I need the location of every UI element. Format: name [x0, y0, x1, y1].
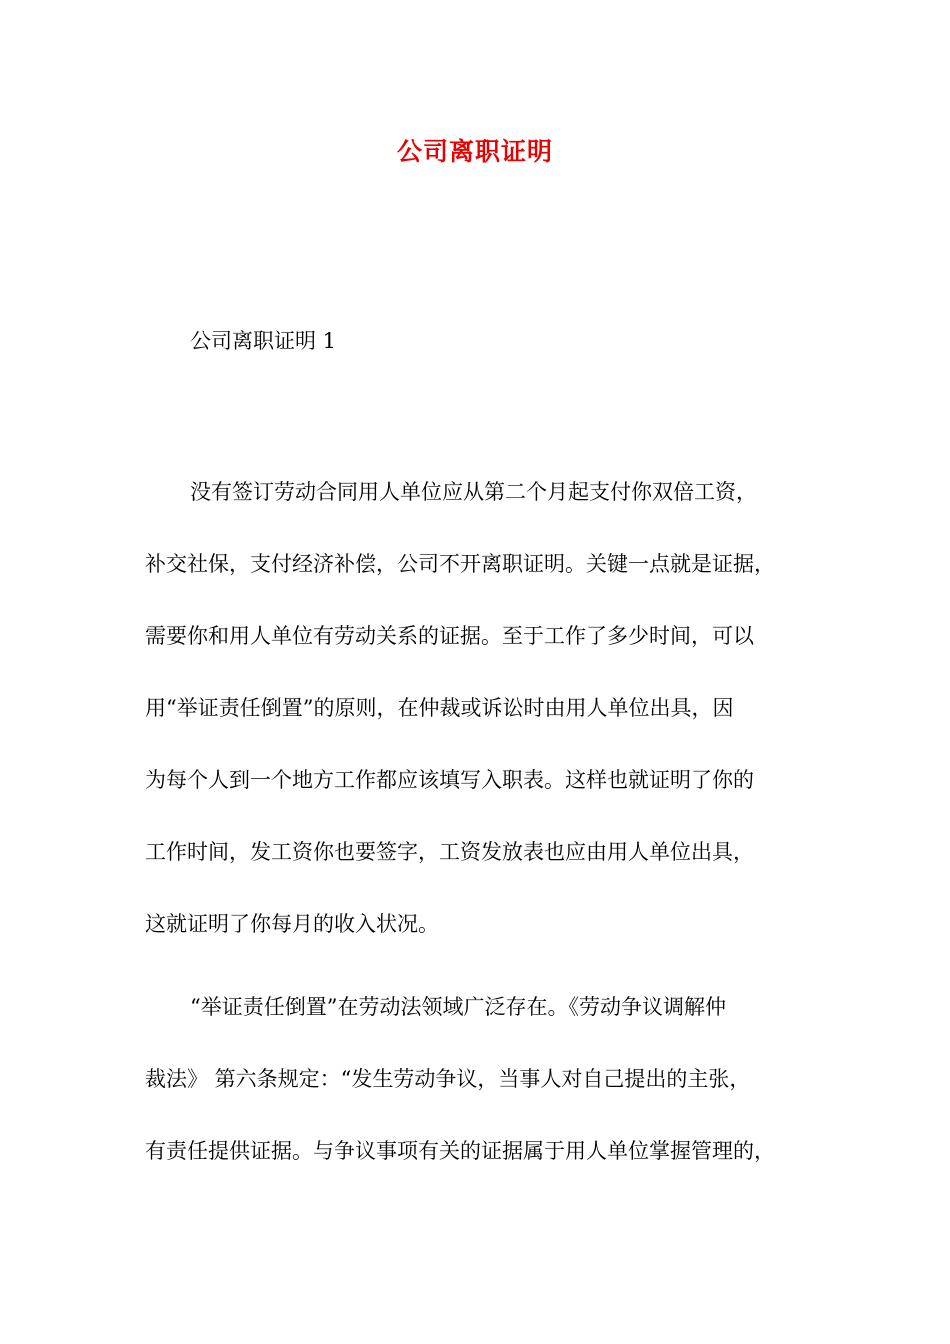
paragraph-line: 工作时间，发工资你也要签字，工资发放表也应由用人单位出具， — [145, 840, 754, 864]
paragraph-line: 裁法》 第六条规定：“发生劳动争议，当事人对自己提出的主张， — [145, 1067, 751, 1091]
paragraph-line: 这就证明了你每月的收入状况。 — [145, 912, 439, 936]
paragraph-line: 需要你和用人单位有劳动关系的证据。至于工作了多少时间，可以 — [145, 624, 754, 648]
paragraph-line: 为每个人到一个地方工作都应该填写入职表。这样也就证明了你的 — [145, 768, 754, 792]
paragraph-line: 没有签订劳动合同用人单位应从第二个月起支付你双倍工资， — [190, 480, 757, 504]
paragraph-line: “举证责任倒置”在劳动法领域广泛存在。《劳动争议调解仲 — [190, 995, 726, 1019]
section-heading: 公司离职证明 1 — [190, 329, 337, 353]
document-title: 公司离职证明 — [396, 137, 553, 166]
paragraph-line: 有责任提供证据。与争议事项有关的证据属于用人单位掌握管理的， — [145, 1139, 775, 1163]
paragraph-line: 补交社保，支付经济补偿，公司不开离职证明。关键一点就是证据， — [145, 552, 775, 576]
paragraph-line: 用“举证责任倒置”的原则，在仲裁或诉讼时由用人单位出具，因 — [145, 696, 734, 720]
